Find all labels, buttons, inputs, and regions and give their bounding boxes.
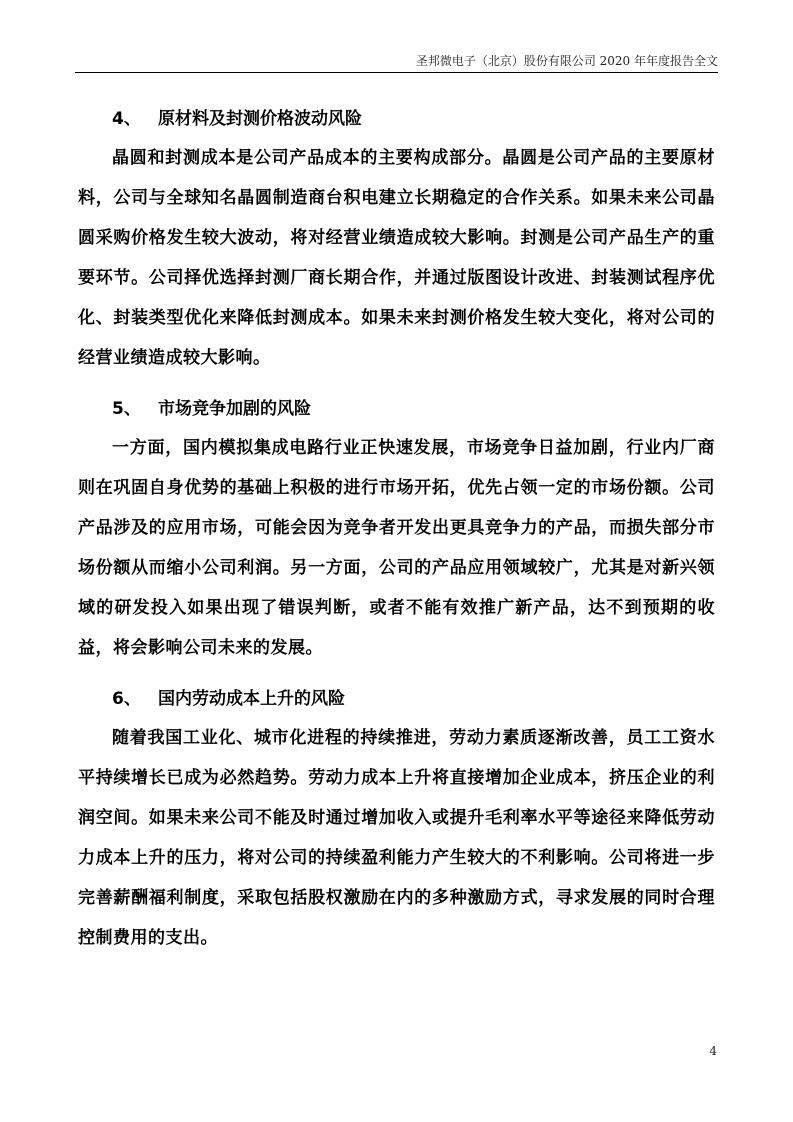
section-paragraph-5: 一方面，国内模拟集成电路行业正快速发展，市场竞争日益加剧，行业内厂商则在巩固自身优势的基础上积极的进行市场开拓，优先占领一定的市场份额。公司产品涉及的应用市场，可能会因为竞争者开发出更具竞争力的产品，而损失部分市场份额从而缩小公司利润。另一方面，公司的产品应用领域较广，尤其是对新兴领域的研发投入如果出现了错误判断，或者不能有效推广新产品，达不到预期的收益，将会影响公司未来的发展。: [78, 438, 715, 658]
section-title: 原材料及封测价格波动风险: [158, 108, 362, 129]
section-number: 6、: [112, 688, 141, 709]
section-heading-4: [78, 94, 715, 138]
section-paragraph-6: 随着我国工业化、城市化进程的持续推进，劳动力素质逐渐改善，员工工资水平持续增长已成为必然趋势。劳动力成本上升将直接增加企业成本，挤压企业的利润空间。如果未来公司不能及时通过增加收入或提升毛利率水平等途径来降低劳动力成本上升的压力，将对公司的持续盈利能力产生较大的不利影响。公司将进一步完善薪酬福利制度，采取包括股权激励在内的多种激励方式，寻求发展的同时合理控制费用的支出。: [78, 728, 715, 948]
section-heading-5: [78, 384, 715, 428]
section-number: 4、: [112, 108, 141, 129]
section-title: 国内劳动成本上升的风险: [158, 688, 345, 709]
section-title: 市场竞争加剧的风险: [158, 398, 311, 419]
header-divider: [75, 72, 718, 73]
page-number: 4: [709, 1044, 717, 1058]
section-paragraph-4: 晶圆和封测成本是公司产品成本的主要构成部分。晶圆是公司产品的主要原材料，公司与全球知名晶圆制造商台积电建立长期稳定的合作关系。如果未来公司晶圆采购价格发生较大波动，将对经营业绩造成较大影响。封测是公司产品生产的重要环节。公司择优选择封测厂商长期合作，并通过版图设计改进、封装测试程序优化、封装类型优化来降低封测成本。如果未来封测价格发生较大变化，将对公司的经营业绩造成较大影响。: [78, 148, 715, 368]
page-header-title: 圣邦微电子（北京）股份有限公司 2020 年年度报告全文: [415, 54, 718, 68]
document-body: [78, 94, 715, 964]
section-heading-6: [78, 674, 715, 718]
section-number: 5、: [112, 398, 141, 419]
